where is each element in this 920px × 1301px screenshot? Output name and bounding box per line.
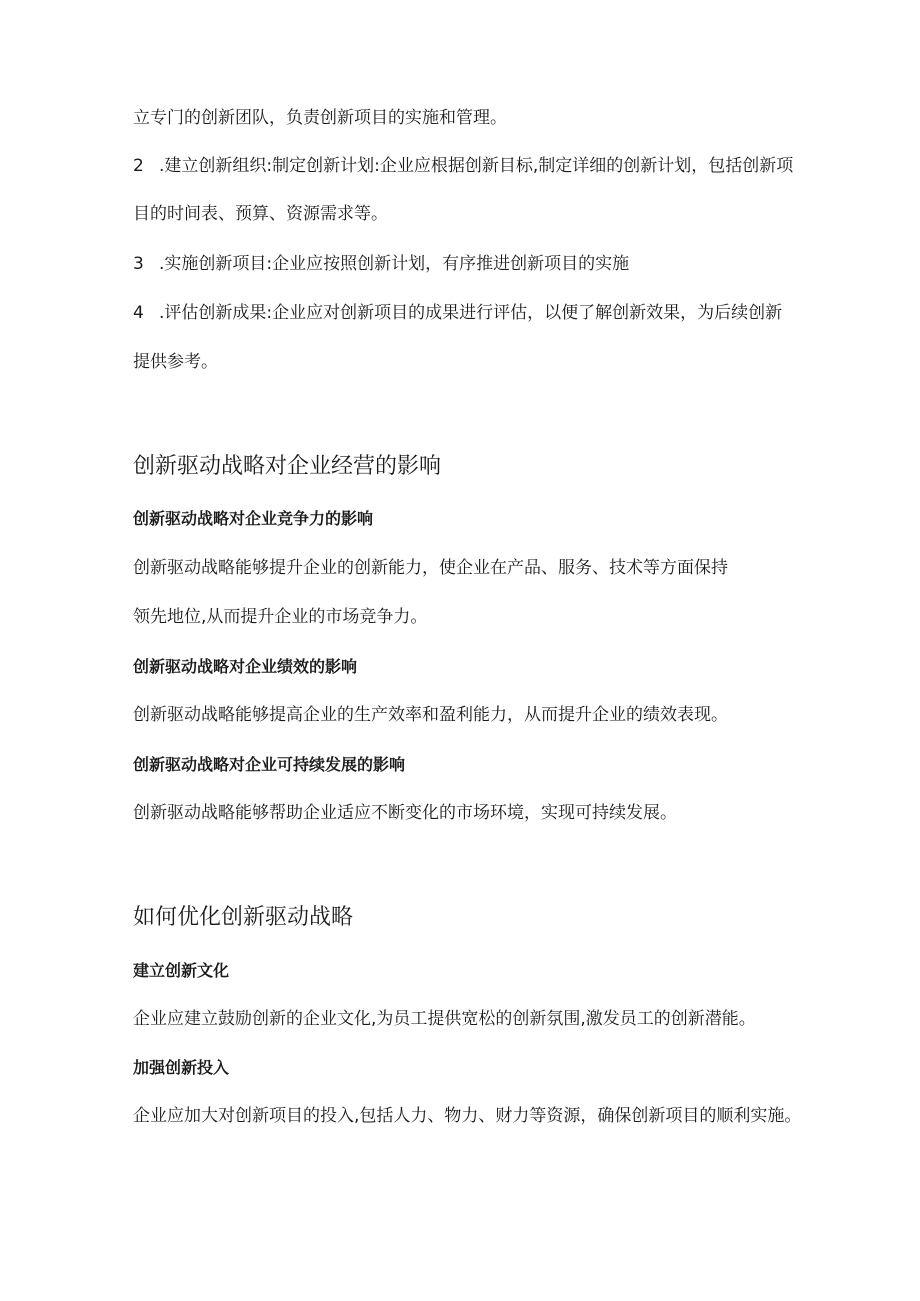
step-2-text: .建立创新组织:制定创新计划:企业应根据创新目标,制定详细的创新计划，包括创新项 xyxy=(159,156,794,176)
step-4-line-1 xyxy=(133,302,782,324)
step-3-text: .实施创新项目:企业应按照创新计划，有序推进创新项目的实施 xyxy=(159,254,630,274)
impact-section-heading: 创新驱动战略对企业经营的影响 xyxy=(133,454,442,479)
step-3-number: 3 xyxy=(133,254,144,274)
optimize-section-heading: 如何优化创新驱动战略 xyxy=(133,905,354,930)
step-3-line-1 xyxy=(133,253,629,275)
intro-continuation-text: 立专门的创新团队，负责创新项目的实施和管理。 xyxy=(133,108,507,128)
competitiveness-text-line-2: 领先地位,从而提升企业的市场竞争力。 xyxy=(133,607,428,627)
culture-text-line-1: 企业应建立鼓励创新的企业文化,为员工提供宽松的创新氛围,激发员工的创新潜能。 xyxy=(133,1009,756,1029)
performance-text-line-1: 创新驱动战略能够提高企业的生产效率和盈利能力，从而提升企业的绩效表现。 xyxy=(133,705,728,725)
step-4-line-2: 提供参考。 xyxy=(133,352,218,372)
investment-subheading: 加强创新投入 xyxy=(133,1058,230,1077)
competitiveness-subheading: 创新驱动战略对企业竞争力的影响 xyxy=(133,509,374,528)
step-2-number: 2 xyxy=(133,156,144,176)
step-2-line-2: 目的时间表、预算、资源需求等。 xyxy=(133,204,388,224)
step-4-number: 4 xyxy=(133,303,144,323)
competitiveness-text-line-1: 创新驱动战略能够提升企业的创新能力，使企业在产品、服务、技术等方面保持 xyxy=(133,558,728,578)
culture-subheading: 建立创新文化 xyxy=(133,961,230,980)
performance-subheading: 创新驱动战略对企业绩效的影响 xyxy=(133,657,358,676)
step-2-line-1 xyxy=(133,155,793,177)
step-4-text: .评估创新成果:企业应对创新项目的成果进行评估，以便了解创新效果，为后续创新 xyxy=(159,303,783,323)
investment-text-line-1: 企业应加大对创新项目的投入,包括人力、物力、财力等资源，确保创新项目的顺利实施。 xyxy=(133,1106,802,1126)
sustainability-subheading: 创新驱动战略对企业可持续发展的影响 xyxy=(133,755,406,774)
sustainability-text-line-1: 创新驱动战略能够帮助企业适应不断变化的市场环境，实现可持续发展。 xyxy=(133,803,677,823)
